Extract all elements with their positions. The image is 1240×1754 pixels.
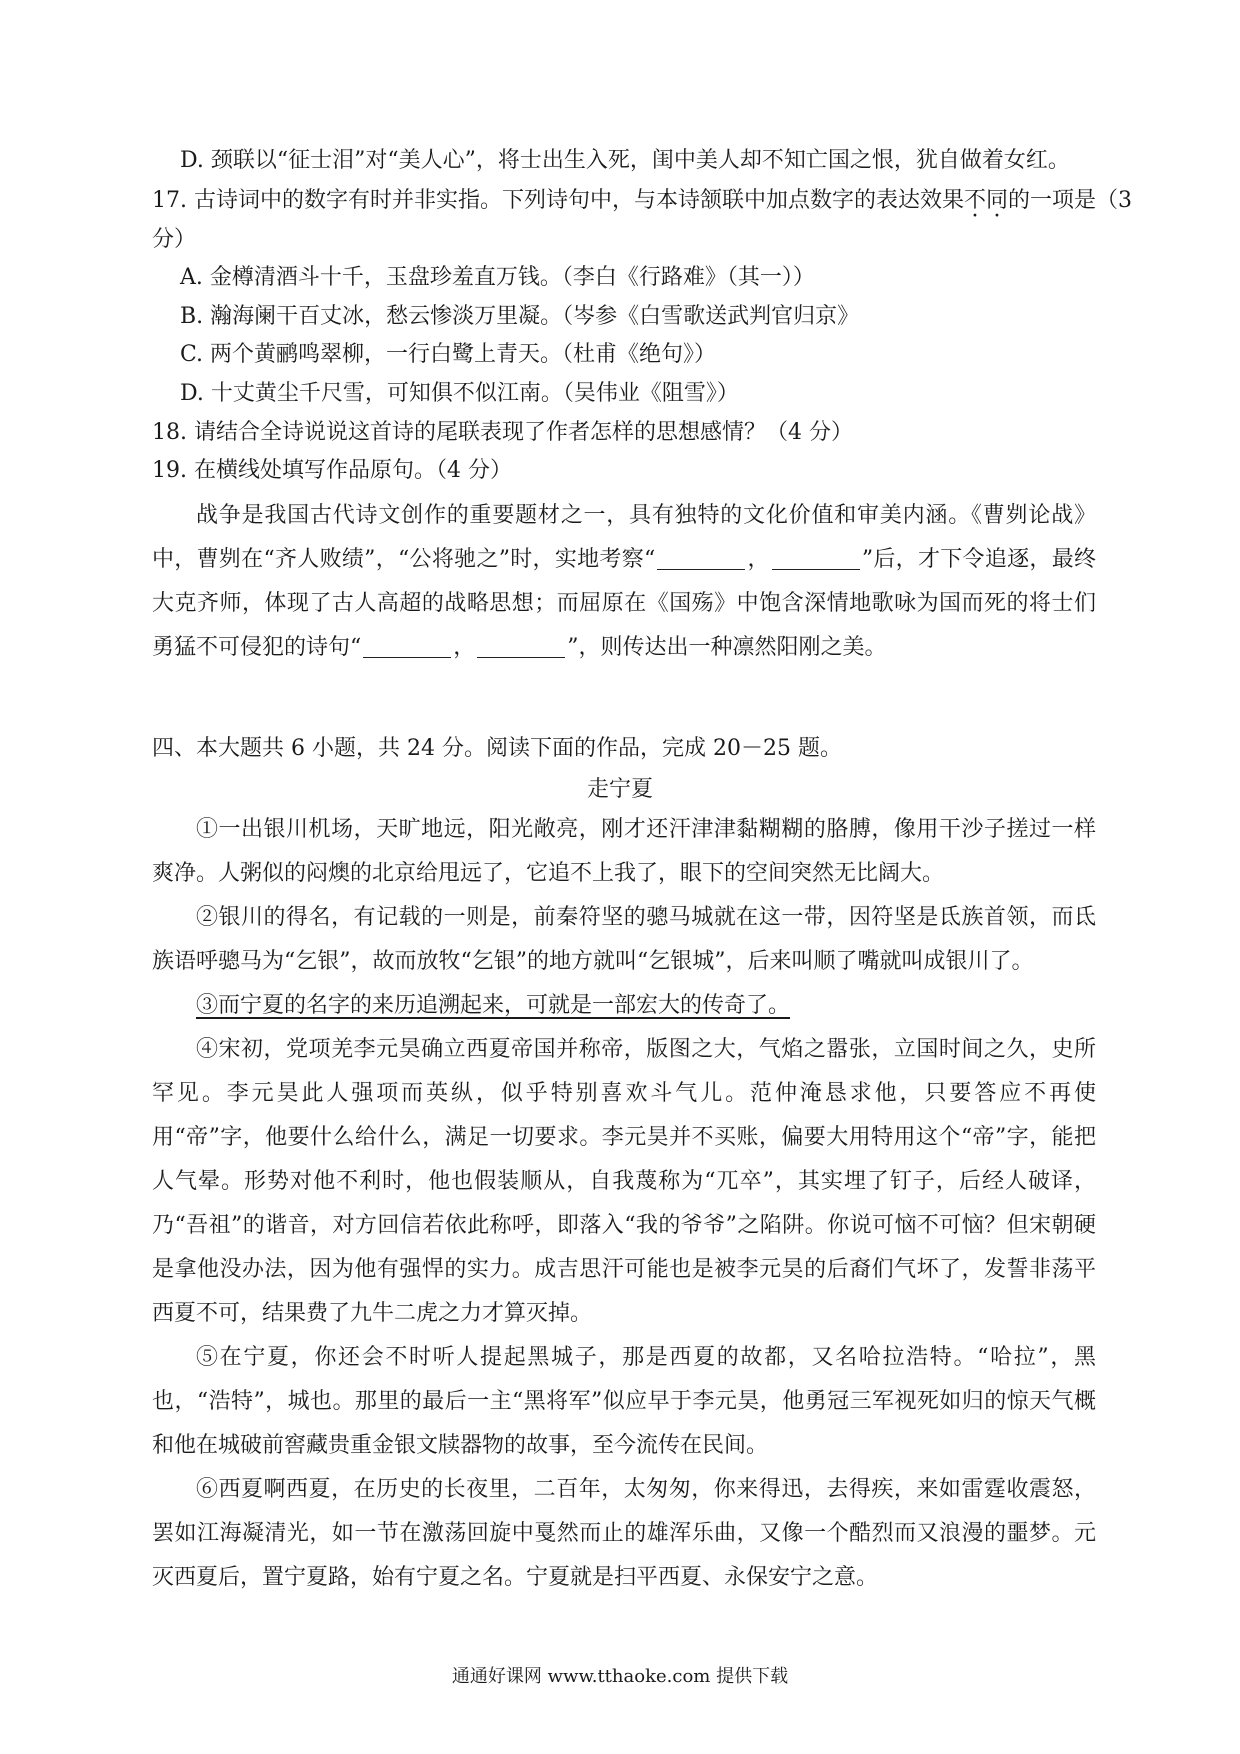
q19-comma-2: ， bbox=[453, 635, 476, 660]
q16-option-d: D. 颈联以“征士泪”对“美人心”，将士出生入死，闺中美人却不知亡国之恨，犹自做着女红。 bbox=[180, 148, 1070, 173]
q17-stem-text: 17. 古诗词中的数字有时并非实指。下列诗句中，与本诗颔联中加点数字的表达效果 bbox=[152, 188, 964, 213]
q19-passage bbox=[152, 494, 1096, 670]
q19-comma-1: ， bbox=[747, 547, 770, 572]
article-paragraph-2: ②银川的得名，有记载的一则是，前秦符坚的骢马城就在这一带，因符坚是氐族首领，而氐族语呼骢马为“乞银”，故而放牧“乞银”的地方就叫“乞银城”，后来叫顺了嘴就叫成银川了。 bbox=[152, 905, 1096, 974]
fill-blank[interactable] bbox=[772, 547, 860, 570]
q17-option-b: B. 瀚海阑干百丈冰，愁云惨淡万里凝。（岑参《白雪歌送武判官归京》 bbox=[180, 304, 860, 329]
article-paragraph-5: ⑤在宁夏，你还会不时听人提起黑城子，那是西夏的故都，又名哈拉浩特。“哈拉”，黑也，“浩特”，城也。那里的最后一主“黑将军”似应早于李元昊，他勇冠三军视死如归的惊天气概和他在城破前窖藏贵重金银文牍器物的故事，至今流传在民间。 bbox=[152, 1345, 1096, 1458]
fill-blank[interactable] bbox=[477, 635, 565, 658]
q19-text-1: 战争是我国古代诗文创作的重要题材之一，具有独特的文化价值和审美内涵。《曹刿论战》中，曹刿在“齐人败绩”，“公将驰之”时，实地考察“ bbox=[152, 503, 1096, 572]
underlined-sentence: ③而宁夏的名字的来历追溯起来，可就是一部宏大的传奇了。 bbox=[196, 993, 791, 1018]
q19-text-2: ”后，才下令追逐，最终大克齐师，体现了古人高超的战略思想；而屈原在《国殇》中饱含深情地歌咏为国而死的将士们勇猛不可侵犯的诗句“ bbox=[152, 547, 1096, 660]
article-body bbox=[152, 808, 1096, 1600]
article-paragraph-1: ①一出银川机场，天旷地远，阳光敞亮，刚才还汗津津黏糊糊的胳膊，像用干沙子搓过一样爽净。人粥似的闷燠的北京给甩远了，它追不上我了，眼下的空间突然无比阔大。 bbox=[152, 817, 1096, 886]
q17-option-c: C. 两个黄鹂鸣翠柳，一行白鹭上青天。（杜甫《绝句》） bbox=[180, 342, 717, 367]
dotted-char: 同 bbox=[986, 188, 1009, 213]
section-four-heading: 四、本大题共 6 小题，共 24 分。阅读下面的作品，完成 20－25 题。 bbox=[152, 736, 842, 761]
article-paragraph-6: ⑥西夏啊西夏，在历史的长夜里，二百年，太匆匆，你来得迅，去得疾，来如雷霆收震怒，罢如江海凝清光，如一节在激荡回旋中戛然而止的雄浑乐曲，又像一个酷烈而又浪漫的噩梦。元灭西夏后，置宁夏路，始有宁夏之名。宁夏就是扫平西夏、永保安宁之意。 bbox=[152, 1477, 1096, 1590]
q17-stem-line2: 分） bbox=[152, 227, 197, 252]
fill-blank[interactable] bbox=[657, 547, 745, 570]
q17-option-d: D. 十丈黄尘千尺雪，可知俱不似江南。（吴伟业《阻雪》） bbox=[180, 381, 739, 406]
article-paragraph-3 bbox=[152, 984, 1096, 1028]
page-footer: 通通好课网 www.tthaoke.com 提供下载 bbox=[451, 1666, 789, 1687]
fill-blank[interactable] bbox=[363, 635, 451, 658]
article-title: 走宁夏 bbox=[586, 777, 653, 802]
q17-stem bbox=[152, 186, 1132, 216]
dotted-char: 不 bbox=[963, 188, 986, 213]
q17-option-a: A. 金樽清酒斗十千，玉盘珍羞直万钱。（李白《行路难》（其一）） bbox=[180, 265, 815, 290]
article-paragraph-4: ④宋初，党项羌李元昊确立西夏帝国并称帝，版图之大，气焰之嚣张，立国时间之久，史所罕见。李元昊此人强项而英纵，似乎特别喜欢斗气儿。范仲淹恳求他，只要答应不再使用“帝”字，他要什么给什么，满足一切要求。李元昊并不买账，偏要大用特用这个“帝”字，能把人气晕。形势对他不利时，他也假装顺从，自我蔑称为“兀卒”，其实埋了钉子，后经人破译，乃“吾祖”的谐音，对方回信若依此称呼，即落入“我的爷爷”之陷阱。你说可恼不可恼？但宋朝硬是拿他没办法，因为他有强悍的实力。成吉思汗可能也是被李元昊的后裔们气坏了，发誓非荡平西夏不可，结果费了九牛二虎之力才算灭掉。 bbox=[152, 1037, 1096, 1326]
q19-stem: 19. 在横线处填写作品原句。（4 分） bbox=[152, 458, 512, 483]
q18-stem: 18. 请结合全诗说说这首诗的尾联表现了作者怎样的思想感情？（4 分） bbox=[152, 420, 853, 445]
q17-stem-end: 的一项是（3 bbox=[1008, 188, 1133, 213]
q19-text-3: ”，则传达出一种凛然阳刚之美。 bbox=[567, 635, 887, 660]
